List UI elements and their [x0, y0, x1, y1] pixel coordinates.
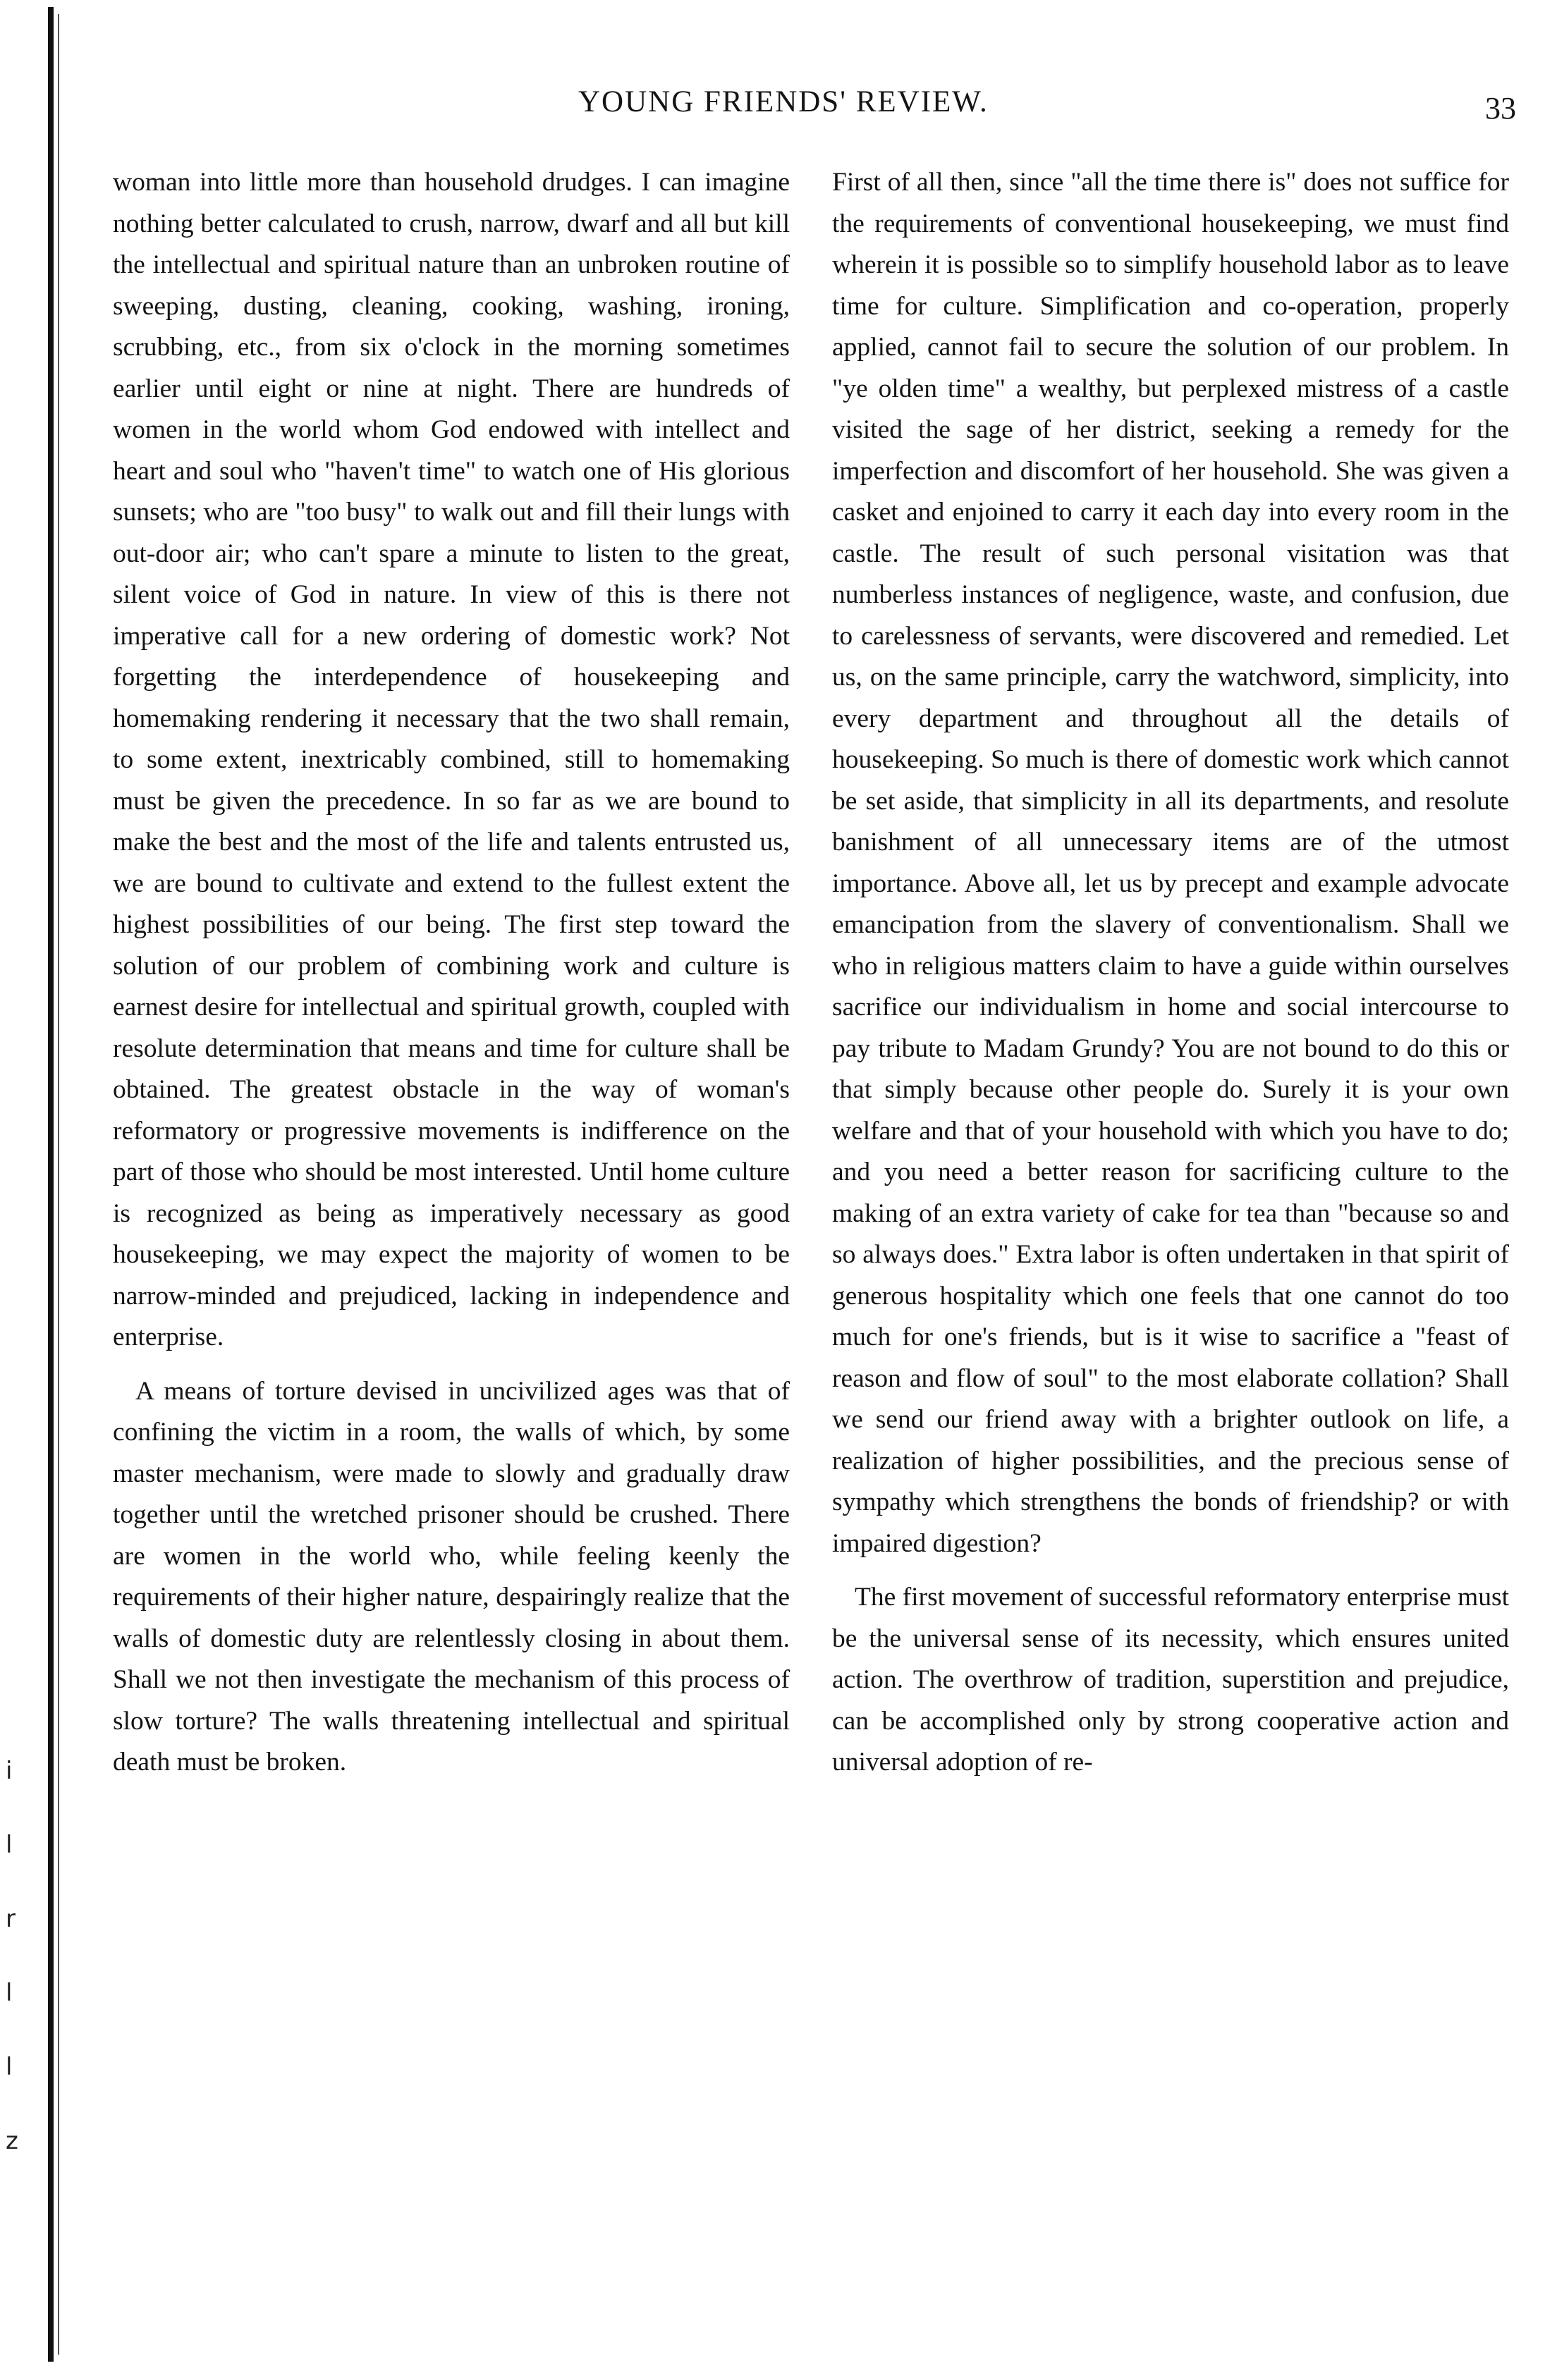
page-number: 33	[1485, 91, 1516, 125]
margin-marks	[6, 1734, 27, 2178]
margin-mark: l	[6, 1831, 13, 1859]
running-head: YOUNG FRIENDS' REVIEW.	[578, 85, 989, 118]
left-paragraph-1: woman into little more than household drudges. I can imagine nothing better calculated to crush, narrow, dwarf and all but kill the intellectual and spiritual nature than an unbroken routine of sweeping, dusting, cleaning, cooking, washing, ironing, scrubbing, etc., from six o'clock in the morning sometimes earlier until eight or nine at night. There are hundreds of women in the world whom God endowed with intellect and heart and soul who "haven't time" to watch one of His glorious sunsets; who are "too busy" to walk out and fill their lungs with out-door air; who can't spare a minute to listen to the great, silent voice of God in nature. In view of this is there not imperative call for a new ordering of domestic work? Not forgetting the interdependence of housekeeping and homemaking rendering it necessary that the two shall remain, to some extent, inextricably combined, still to homemaking must be given the precedence. In so far as we are bound to make the best and the most of the life and talents entrusted us, we are bound to cultivate and extend to the fullest extent the highest possibilities of our being. The first step toward the solution of our problem of combining work and culture is earnest desire for intellectual and spiritual growth, coupled with resolute determination that means and time for culture shall be obtained. The greatest obstacle in the way of woman's reformatory or progressive movements is indifference on the part of those who should be most interested. Until home culture is recognized as being as imperatively necessary as good housekeeping, we may expect the majority of women to be narrow-minded and prejudiced, lacking in independence and enterprise.	[113, 168, 790, 1351]
margin-mark: r	[6, 1905, 16, 1933]
right-column	[832, 162, 1509, 1784]
binding-edge-rule	[48, 7, 54, 2362]
left-paragraph-2: A means of torture devised in uncivilized ages was that of confining the victim in a room, the walls of which, by some master mechanism, were made to slowly and gradually draw together until the wretched prisoner should be crushed. There are women in the world who, while feeling keenly the requirements of their higher nature, despairingly realize that the walls of domestic duty are relentlessly closing in about them. Shall we not then investigate the mechanism of this process of slow torture? The walls threatening intellectual and spiritual death must be broken.	[113, 1376, 790, 1777]
left-column	[113, 162, 790, 1784]
margin-mark: l	[6, 1979, 13, 2007]
margin-mark: z	[6, 2127, 18, 2155]
right-paragraph-1: First of all then, since "all the time there is" does not suffice for the requirements of conventional housekeeping, we must find wherein it is possible so to simplify household labor as to leave time for culture. Simplification and co-operation, properly applied, cannot fail to secure the solution of our problem. In "ye olden time" a wealthy, but perplexed mistress of a castle visited the sage of her district, seeking a remedy for the imperfection and discomfort of her household. She was given a casket and enjoined to carry it each day into every room in the castle. The result of such personal visitation was that numberless instances of negligence, waste, and confusion, due to carelessness of servants, were discovered and remedied. Let us, on the same principle, carry the watchword, simplicity, into every department and throughout all the details of housekeeping. So much is there of domestic work which cannot be set aside, that simplicity in all its departments, and resolute banishment of all unnecessary items are of the utmost importance. Above all, let us by precept and example advocate emancipation from the slavery of conventionalism. Shall we who in religious matters claim to have a guide within ourselves sacrifice our individualism in home and social intercourse to pay tribute to Madam Grundy? You are not bound to do this or that simply because other people do. Surely it is your own welfare and that of your household with which you have to do; and you need a better reason for sacrificing culture to the making of an extra variety of cake for tea than "because so and so always does." Extra labor is often undertaken in that spirit of generous hospitality which one feels that one cannot do too much for one's friends, but is it wise to sacrifice a "feast of reason and flow of soul" to the most elaborate collation? Shall we send our friend away with a brighter outlook on life, a realization of higher possibilities, and the precious sense of sympathy which strengthens the bonds of friendship? or with impaired digestion?	[832, 168, 1509, 1558]
binding-edge-shadow	[58, 14, 59, 2355]
margin-mark: i	[6, 1757, 13, 1785]
page-header	[113, 85, 1516, 141]
margin-mark: l	[6, 2053, 13, 2081]
right-paragraph-2: The first movement of successful reformatory enterprise must be the universal sense of its necessity, which ensures united action. The overthrow of tradition, superstition and prejudice, can be accomplished only by strong cooperative action and universal adoption of re-	[832, 1583, 1509, 1777]
